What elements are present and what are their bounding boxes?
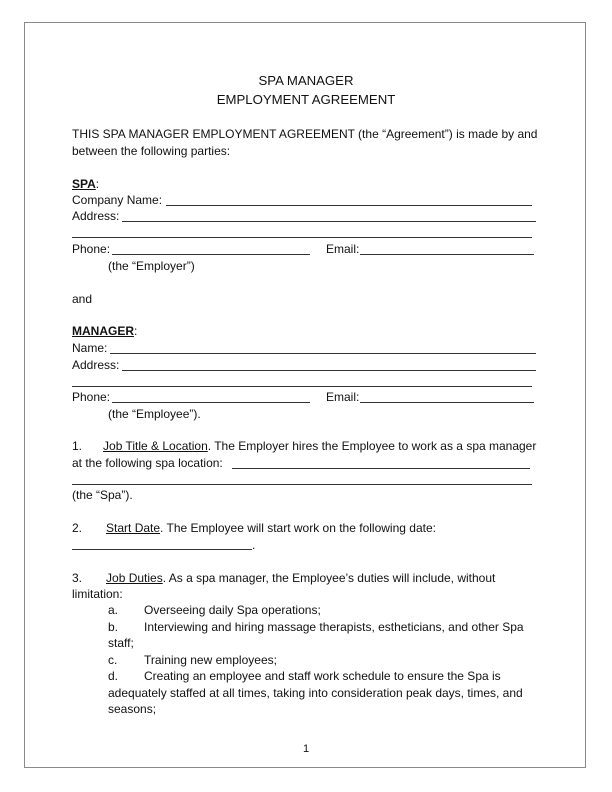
- title-line-1: SPA MANAGER: [258, 73, 354, 88]
- section-3-text-2: limitation:: [72, 587, 123, 601]
- section-1-line-1: [72, 439, 536, 454]
- duty-b-text-cont: staff;: [108, 636, 134, 650]
- manager-heading: MANAGER: [72, 324, 134, 338]
- intro-line-2: between the following parties:: [72, 144, 231, 158]
- spa-heading: SPA: [72, 177, 96, 191]
- intro-line-1: THIS SPA MANAGER EMPLOYMENT AGREEMENT (the “Agreement”) is made by and: [72, 127, 538, 141]
- spa-location-field[interactable]: [232, 468, 530, 469]
- duty-d-text-cont-2: seasons;: [108, 702, 157, 716]
- section-3-heading: Job Duties: [106, 571, 163, 585]
- spa-email-field[interactable]: [360, 254, 534, 255]
- spa-location-field-line-2[interactable]: [72, 484, 532, 485]
- section-1-text-1: . The Employer hires the Employee to work as a spa manager: [207, 439, 537, 453]
- duty-a-text: Overseeing daily Spa operations;: [144, 603, 321, 617]
- section-1-heading: Job Title & Location: [103, 439, 208, 453]
- section-1-text-2: at the following spa location:: [72, 456, 223, 470]
- spa-address-label: Address:: [72, 209, 120, 223]
- manager-address-field-line-2[interactable]: [72, 386, 532, 387]
- manager-role: (the “Employee”).: [108, 407, 201, 421]
- start-date-period: .: [252, 538, 256, 552]
- manager-heading-colon: :: [134, 324, 138, 338]
- spa-company-field[interactable]: [166, 205, 532, 206]
- section-3-text-1: . As a spa manager, the Employee’s duties will include, without: [162, 571, 496, 585]
- duty-c-letter: c.: [108, 653, 118, 667]
- section-2-text-1: . The Employee will start work on the following date:: [160, 521, 436, 535]
- spa-address-field[interactable]: [122, 221, 536, 222]
- title-line-2: EMPLOYMENT AGREEMENT: [216, 92, 396, 107]
- duty-d-letter: d.: [108, 669, 119, 683]
- duty-d-text: Creating an employee and staff work schedule to ensure the Spa is: [144, 669, 501, 683]
- section-3-number: 3.: [72, 571, 83, 585]
- page-number: 1: [302, 743, 310, 755]
- spa-phone-field[interactable]: [112, 254, 310, 255]
- section-2-heading: Start Date: [106, 521, 161, 535]
- spa-company-label: Company Name:: [72, 193, 163, 207]
- duty-b-text: Interviewing and hiring massage therapists, estheticians, and other Spa: [144, 620, 524, 634]
- duty-a-letter: a.: [108, 603, 119, 617]
- section-1-number: 1.: [72, 439, 83, 453]
- section-1-text-3: (the “Spa”).: [72, 488, 133, 502]
- manager-phone-label: Phone:: [72, 390, 111, 404]
- manager-name-field[interactable]: [110, 353, 536, 354]
- spa-address-field-line-2[interactable]: [72, 237, 532, 238]
- manager-email-label: Email:: [326, 390, 360, 404]
- manager-heading-row: [72, 324, 137, 339]
- manager-phone-field[interactable]: [112, 402, 310, 403]
- manager-name-label: Name:: [72, 341, 108, 355]
- duty-b-letter: b.: [108, 620, 119, 634]
- section-2-number: 2.: [72, 521, 83, 535]
- spa-heading-colon: :: [95, 177, 100, 191]
- manager-address-field[interactable]: [122, 370, 536, 371]
- spa-email-label: Email:: [326, 242, 360, 256]
- and-text: and: [72, 292, 93, 306]
- duty-c-text: Training new employees;: [144, 653, 277, 667]
- spa-phone-label: Phone:: [72, 242, 111, 256]
- section-2-line-1: [72, 521, 540, 536]
- section-3-line-1: [72, 571, 495, 586]
- duty-d-text-cont: adequately staffed at all times, taking into consideration peak days, times, and: [108, 686, 523, 700]
- start-date-field[interactable]: [72, 549, 252, 550]
- spa-heading-row: [72, 177, 99, 192]
- manager-email-field[interactable]: [360, 402, 534, 403]
- manager-address-label: Address:: [72, 358, 120, 372]
- spa-role: (the “Employer”): [108, 259, 195, 273]
- spa-company-row: [72, 193, 162, 208]
